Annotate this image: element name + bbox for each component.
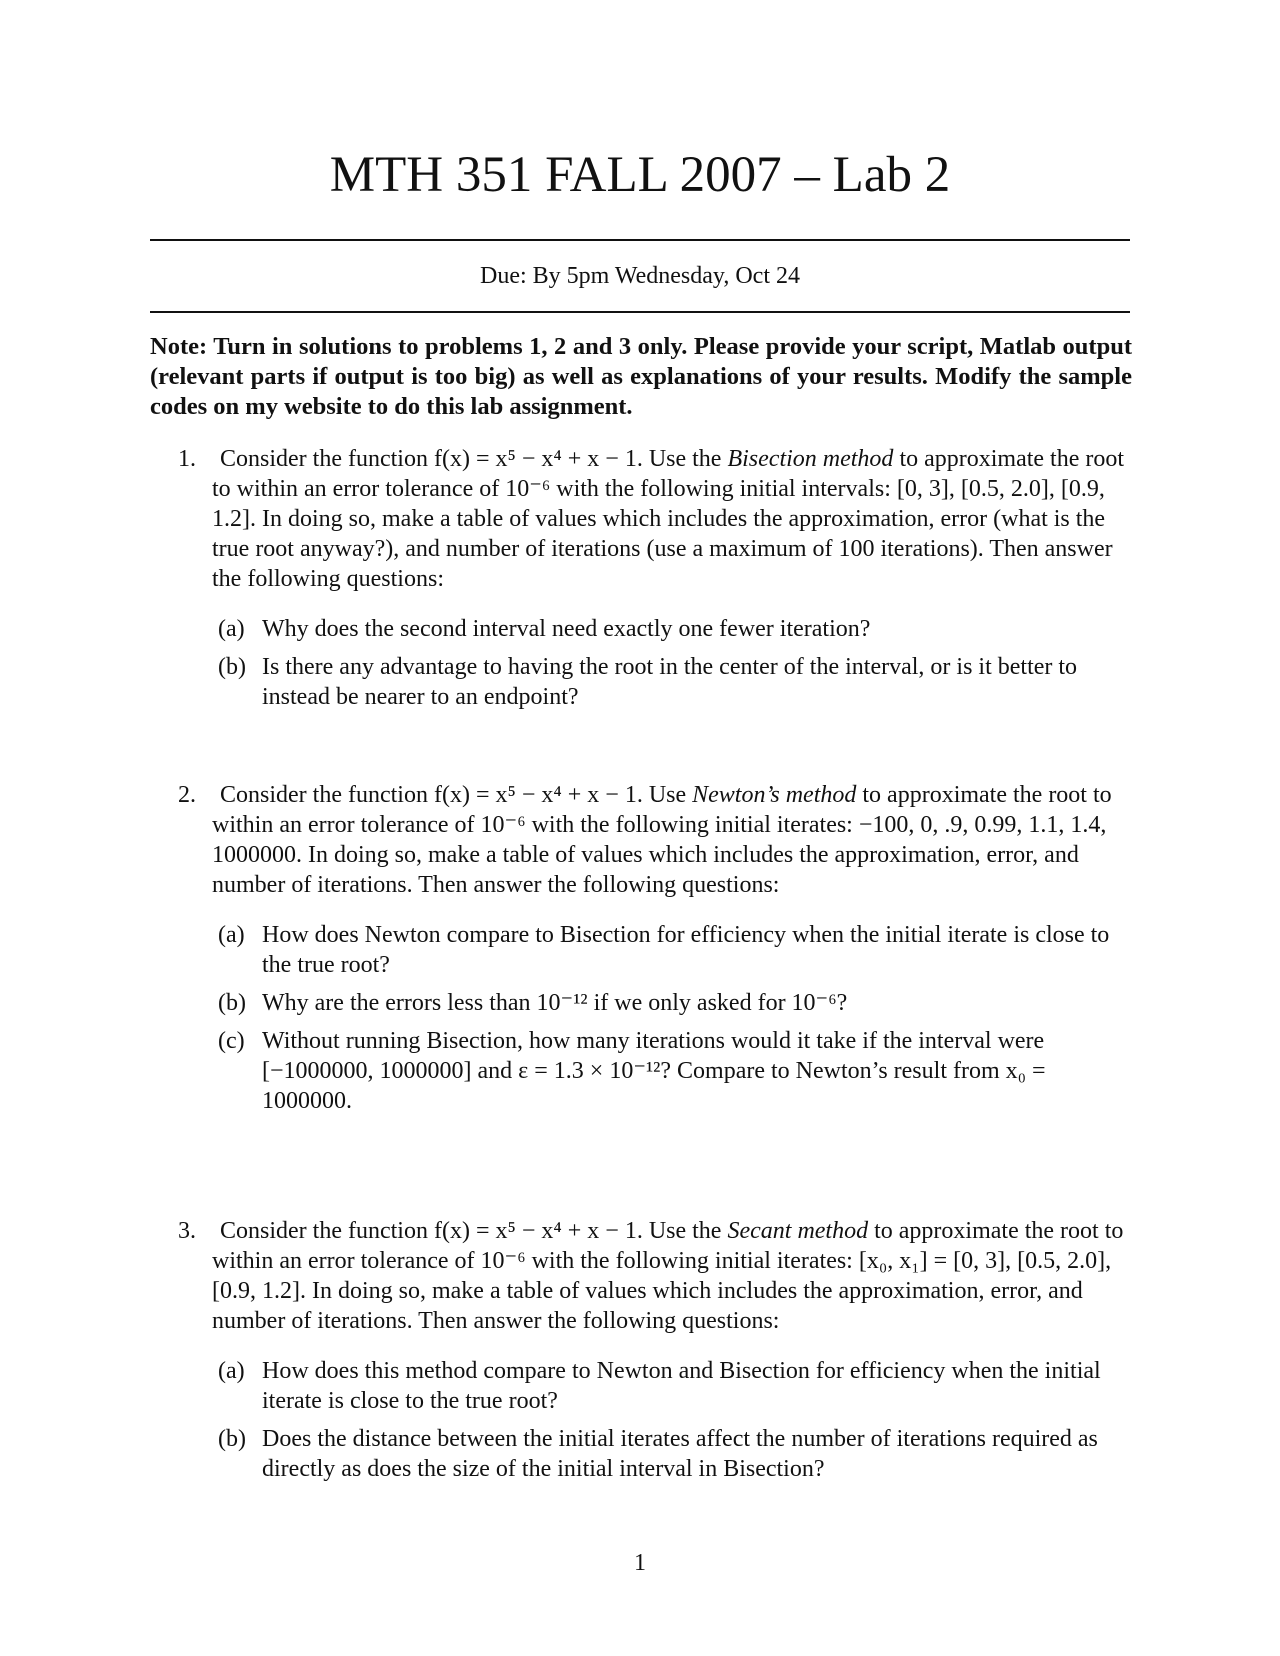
problem-body bbox=[212, 1216, 1132, 1336]
page-number: 1 bbox=[634, 1550, 646, 1576]
question-text: How does Newton compare to Bisection for efficiency when the initial iterate is close to the true root? bbox=[262, 922, 1110, 978]
method-name: Newton’s method bbox=[692, 782, 857, 808]
problem-2 bbox=[150, 780, 1132, 1116]
problem-text-start: Consider the function f(x) = x⁵ − x⁴ + x − 1. Use the bbox=[220, 1218, 728, 1244]
question-label: (b) bbox=[218, 990, 246, 1016]
question-item bbox=[218, 1356, 1132, 1416]
problem-number: 2. bbox=[178, 782, 196, 808]
question-label: (b) bbox=[218, 654, 246, 680]
problem-1 bbox=[150, 444, 1132, 712]
question-text: Is there any advantage to having the root in the center of the interval, or is it better to instead be nearer to an endpoint? bbox=[262, 654, 1078, 710]
problem-number: 1. bbox=[178, 446, 196, 472]
question-item bbox=[218, 652, 1132, 712]
question-item bbox=[218, 920, 1132, 980]
problem-number: 3. bbox=[178, 1218, 196, 1244]
question-list bbox=[150, 614, 1132, 712]
question-text: Without running Bisection, how many iterations would it take if the interval were [−1000000, 1000000] and ε = 1.3 × 10⁻¹²? Compare to Newton’s result from x₀ = 1000000. bbox=[262, 1028, 1046, 1114]
question-item bbox=[218, 988, 1132, 1018]
problem-text-end: to approximate the root to within an error tolerance of 10⁻⁶ with the following initial iterates: −100, 0, .9, 0.99, 1.1, 1.4, 1000000. In doing so, make a table of values which includes the approximation, error, and number of iterations. Then answer the following questions: bbox=[212, 782, 1112, 898]
top-divider bbox=[150, 239, 1130, 241]
question-text: Why are the errors less than 10⁻¹² if we only asked for 10⁻⁶? bbox=[262, 990, 848, 1016]
question-item bbox=[218, 614, 1132, 644]
question-item bbox=[218, 1026, 1132, 1116]
question-label: (c) bbox=[218, 1028, 245, 1054]
due-date: Due: By 5pm Wednesday, Oct 24 bbox=[479, 263, 800, 289]
method-name: Secant method bbox=[727, 1218, 869, 1244]
question-text: How does this method compare to Newton and Bisection for efficiency when the initial iterate is close to the true root? bbox=[262, 1358, 1101, 1414]
problem-text-end: to approximate the root to within an error tolerance of 10⁻⁶ with the following initial iterates: [x₀, x₁] = [0, 3], [0.5, 2.0], [0.9, 1.2]. In doing so, make a table of values which includes the approximation, error, and number of iterations. Then answer the following questions: bbox=[212, 1218, 1124, 1334]
problem-body bbox=[212, 444, 1132, 594]
document-title: MTH 351 FALL 2007 – Lab 2 bbox=[329, 147, 951, 203]
question-item bbox=[218, 1424, 1132, 1484]
problem-text-start: Consider the function f(x) = x⁵ − x⁴ + x − 1. Use the bbox=[220, 446, 728, 472]
method-name: Bisection method bbox=[727, 446, 894, 472]
problem-text-start: Consider the function f(x) = x⁵ − x⁴ + x − 1. Use bbox=[220, 782, 693, 808]
question-label: (a) bbox=[218, 1358, 245, 1384]
bottom-divider bbox=[150, 311, 1130, 313]
note-paragraph: Note: Turn in solutions to problems 1, 2 and 3 only. Please provide your script, Matlab output (relevant parts if output is too big) as well as explanations of your results. Modify the sample codes on my website to do this lab assignment. bbox=[150, 333, 1132, 420]
question-label: (a) bbox=[218, 616, 245, 642]
question-text: Why does the second interval need exactly one fewer iteration? bbox=[262, 616, 871, 642]
question-label: (a) bbox=[218, 922, 245, 948]
question-list bbox=[150, 1356, 1132, 1484]
question-label: (b) bbox=[218, 1426, 246, 1452]
question-text: Does the distance between the initial iterates affect the number of iterations required as directly as does the size of the initial interval in Bisection? bbox=[262, 1426, 1098, 1482]
question-list bbox=[150, 920, 1132, 1116]
problem-body bbox=[212, 780, 1132, 900]
problem-3 bbox=[150, 1216, 1132, 1484]
problem-text-end: to approximate the root to within an error tolerance of 10⁻⁶ with the following initial intervals: [0, 3], [0.5, 2.0], [0.9, 1.2]. In doing so, make a table of values which includes the approximation, error (what is the true root anyway?), and number of iterations (use a maximum of 100 iterations). Then answer the following questions: bbox=[212, 446, 1125, 592]
